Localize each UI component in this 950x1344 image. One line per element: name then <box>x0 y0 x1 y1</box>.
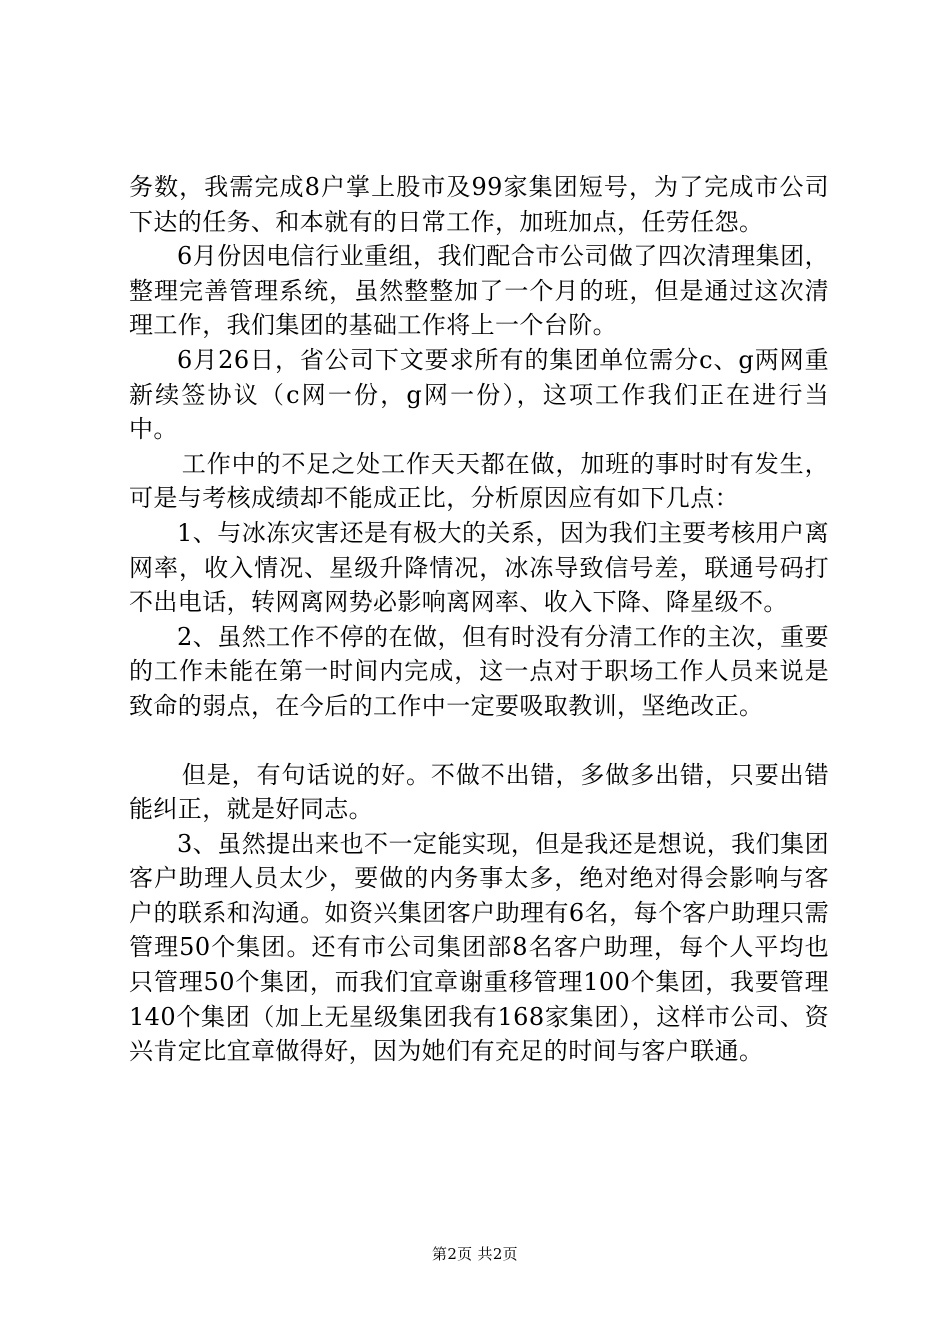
paragraph-june-reorganization: 6月份因电信行业重组，我们配合市公司做了四次清理集团，整理完善管理系统，虽然整整加了一个月的班，但是通过这次清理工作，我们集团的基础工作将上一个台阶。 <box>129 242 829 340</box>
paragraph-shortcomings-intro: 工作中的不足之处工作天天都在做，加班的事时时有发生，可是与考核成绩却不能成正比，分析原因应有如下几点： <box>129 449 829 513</box>
paragraph-continuation: 务数，我需完成8户掌上股市及99家集团短号，为了完成市公司下达的任务、和本就有的日常工作，加班加点，任劳任怨。 <box>129 173 829 236</box>
document-body <box>129 170 829 1069</box>
paragraph-saying: 但是，有句话说的好。不做不出错，多做多出错，只要出错能纠正，就是好同志。 <box>129 760 829 824</box>
paragraph-june-26-agreement: 6月26日，省公司下文要求所有的集团单位需分c、g两网重新续签协议（c网一份，g网一份），这项工作我们正在进行当中。 <box>129 345 829 444</box>
paragraph-point-1: 1、与冰冻灾害还是有极大的关系，因为我们主要考核用户离网率，收入情况、星级升降情况，冰冻导致信号差，联通号码打不出电话，转网离网势必影响离网率、收入下降、降星级不。 <box>129 518 829 617</box>
page-footer <box>0 1244 950 1264</box>
page-number-label: 第2页 共2页 <box>432 1245 518 1263</box>
paragraph-point-3: 3、虽然提出来也不一定能实现，但是我还是想说，我们集团客户助理人员太少，要做的内务事太多，绝对绝对得会影响与客户的联系和沟通。如资兴集团客户助理有6名，每个客户助理只需管理50个集团。还有市公司集团部8名客户助理，每个人平均也只管理50个集团，而我们宜章谢重移管理100个集团，我要管理140个集团（加上无星级集团我有168家集团），这样市公司、资兴肯定比宜章做得好，因为她们有充足的时间与客户联通。 <box>129 829 829 1066</box>
paragraph-point-2: 2、虽然工作不停的在做，但有时没有分清工作的主次，重要的工作未能在第一时间内完成，这一点对于职场工作人员来说是致命的弱点，在今后的工作中一定要吸取教训，坚绝改正。 <box>129 622 829 720</box>
